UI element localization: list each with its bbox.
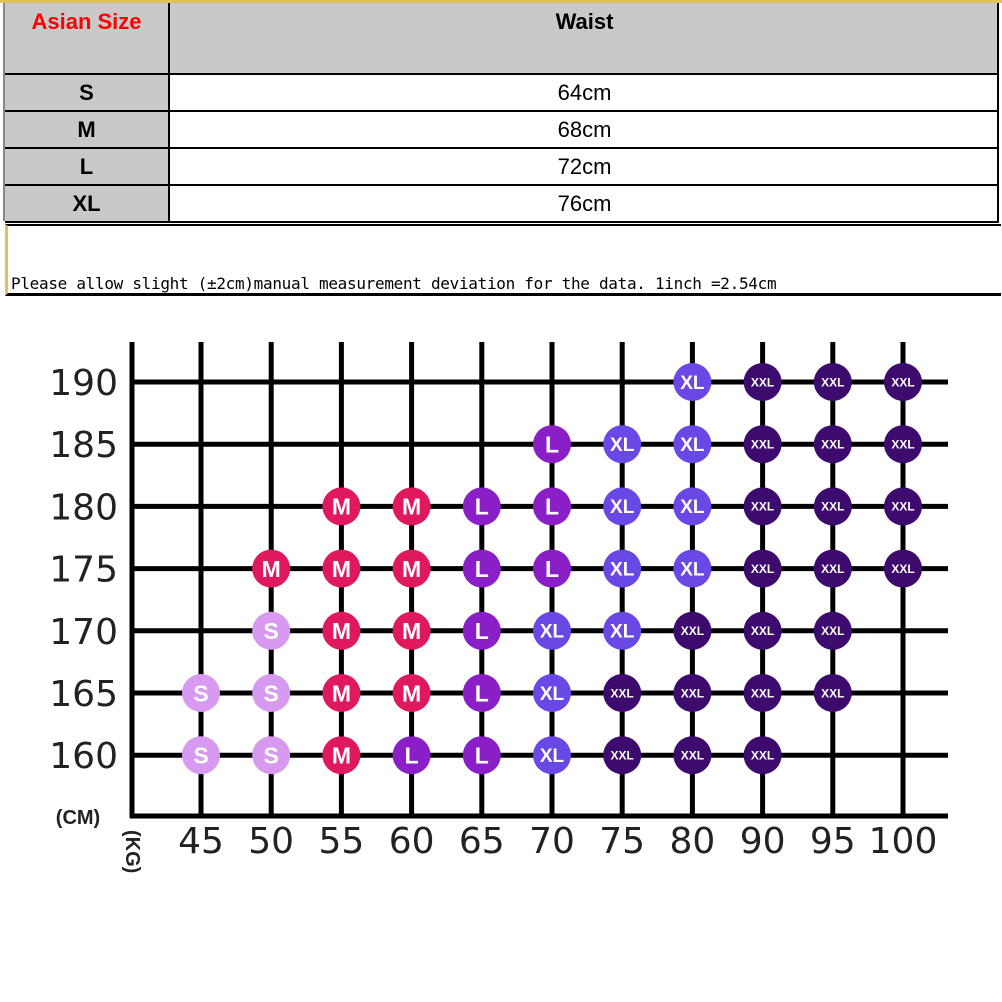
- size-marker-label: S: [193, 680, 209, 707]
- size-marker: [814, 674, 852, 712]
- size-marker: [533, 736, 571, 774]
- size-marker-label: XL: [539, 683, 565, 705]
- size-marker: [603, 425, 641, 463]
- y-tick-label: 180: [49, 487, 118, 529]
- x-unit-label: (KG): [121, 830, 143, 874]
- size-marker-label: L: [474, 493, 489, 520]
- size-marker: [252, 674, 290, 712]
- size-marker-label: XXL: [750, 437, 775, 452]
- x-tick-label: 95: [809, 821, 856, 862]
- size-marker: [744, 674, 782, 712]
- y-tick-label: 160: [49, 736, 118, 778]
- x-tick-label: 75: [599, 821, 646, 862]
- size-marker-label: XXL: [750, 686, 775, 701]
- size-marker: [744, 363, 782, 401]
- size-marker-label: XXL: [750, 561, 775, 576]
- size-chart: [0, 300, 1002, 1000]
- size-marker-label: XL: [680, 372, 705, 394]
- y-unit-label: (CM): [55, 807, 101, 829]
- size-marker: [322, 550, 360, 588]
- x-tick-label: 65: [458, 821, 505, 862]
- size-marker-label: M: [331, 555, 351, 582]
- size-marker: [603, 674, 641, 712]
- y-tick-label: 185: [49, 425, 118, 467]
- size-marker-label: XXL: [680, 624, 705, 639]
- size-marker: [252, 550, 290, 588]
- size-marker-label: XXL: [821, 624, 845, 639]
- size-marker: [463, 674, 501, 712]
- size-marker: [393, 736, 431, 774]
- x-tick-label: 90: [739, 821, 786, 862]
- size-marker-label: XXL: [891, 561, 915, 576]
- size-marker: [533, 487, 571, 525]
- size-cell: M: [5, 112, 170, 149]
- size-marker-label: M: [331, 680, 351, 707]
- size-marker: [603, 736, 641, 774]
- x-tick-label: 60: [388, 821, 435, 862]
- size-marker-label: XL: [610, 497, 635, 519]
- measurement-note: Please allow slight (±2cm)manual measurement deviation for the data. 1inch =2.54cm: [11, 274, 777, 293]
- header-waist: Waist: [555, 9, 614, 34]
- size-marker: [673, 550, 711, 588]
- size-marker: [884, 487, 922, 525]
- size-marker-label: XXL: [680, 686, 705, 701]
- x-tick-label: 70: [529, 821, 575, 862]
- size-marker: [252, 736, 290, 774]
- size-marker: [744, 612, 782, 650]
- size-marker-label: XXL: [821, 499, 845, 514]
- header-asian-size-cell: [5, 3, 170, 75]
- y-tick-label: 175: [49, 549, 118, 591]
- waist-cell: 72cm: [170, 149, 999, 186]
- size-marker: [393, 612, 431, 650]
- size-marker: [744, 550, 782, 588]
- y-tick-label: 190: [49, 363, 118, 404]
- waist-cell: 64cm: [170, 75, 999, 112]
- size-marker: [463, 550, 501, 588]
- size-table: [0, 0, 1002, 300]
- size-marker: [603, 550, 641, 588]
- size-marker: [603, 612, 641, 650]
- size-marker-label: M: [331, 742, 351, 769]
- size-marker-label: S: [263, 618, 279, 645]
- size-marker-label: XXL: [821, 375, 845, 390]
- size-marker-label: L: [474, 555, 489, 582]
- size-cell: XL: [5, 186, 170, 223]
- size-marker: [744, 425, 782, 463]
- size-marker: [884, 550, 922, 588]
- size-marker: [322, 674, 360, 712]
- size-marker-label: XXL: [750, 624, 775, 639]
- size-marker-label: L: [474, 742, 489, 769]
- y-tick-label: 165: [49, 674, 118, 715]
- size-marker-label: XXL: [610, 686, 634, 701]
- header-asian-size: Asian Size: [31, 9, 142, 34]
- size-marker: [322, 612, 360, 650]
- size-marker: [673, 487, 711, 525]
- size-marker: [322, 487, 360, 525]
- size-marker-label: M: [331, 618, 351, 645]
- size-cell: L: [5, 149, 170, 186]
- size-marker: [673, 363, 711, 401]
- size-marker: [393, 487, 431, 525]
- size-marker-label: XXL: [680, 748, 705, 763]
- size-marker-label: M: [402, 555, 422, 582]
- size-marker: [252, 612, 290, 650]
- size-marker-label: XXL: [891, 499, 915, 514]
- x-tick-label: 80: [669, 821, 716, 862]
- size-marker-label: M: [402, 493, 422, 520]
- size-marker: [533, 550, 571, 588]
- right-border: [997, 3, 999, 221]
- size-marker: [182, 736, 220, 774]
- header-waist-cell: [170, 3, 999, 75]
- x-tick-label: 55: [318, 821, 365, 862]
- size-marker-label: XXL: [821, 561, 845, 576]
- y-tick-labels: [49, 363, 118, 777]
- size-marker-label: M: [261, 555, 281, 582]
- waist-cell: 68cm: [170, 112, 999, 149]
- size-marker: [673, 674, 711, 712]
- size-marker: [814, 425, 852, 463]
- x-tick-label: 100: [868, 821, 938, 862]
- size-marker: [322, 736, 360, 774]
- size-marker: [744, 487, 782, 525]
- waist-cell: 76cm: [170, 186, 999, 223]
- size-marker-label: XL: [539, 746, 565, 768]
- size-marker-label: S: [263, 680, 279, 707]
- size-marker-label: XXL: [750, 375, 775, 390]
- size-marker-label: XL: [680, 497, 705, 519]
- size-marker-label: XL: [610, 435, 635, 457]
- size-marker-label: L: [544, 555, 560, 582]
- size-marker-label: L: [544, 431, 560, 458]
- size-marker-label: XXL: [610, 748, 634, 763]
- size-marker: [814, 487, 852, 525]
- size-marker: [603, 487, 641, 525]
- size-marker: [393, 550, 431, 588]
- x-tick-label: 45: [178, 821, 224, 862]
- size-marker: [463, 612, 501, 650]
- y-tick-label: 170: [49, 611, 118, 653]
- size-marker-label: XXL: [891, 437, 915, 452]
- size-marker: [744, 736, 782, 774]
- size-marker: [533, 674, 571, 712]
- size-cell: S: [5, 75, 170, 112]
- size-marker: [533, 425, 571, 463]
- size-marker: [393, 674, 431, 712]
- size-marker-label: L: [404, 742, 419, 769]
- size-marker-label: XL: [680, 435, 705, 457]
- size-marker-label: XL: [539, 621, 565, 643]
- size-marker-label: S: [193, 742, 209, 769]
- size-marker-label: M: [402, 680, 422, 707]
- size-marker: [673, 736, 711, 774]
- size-marker-label: M: [331, 493, 351, 520]
- size-marker-label: L: [474, 680, 489, 707]
- size-marker-label: XXL: [750, 748, 775, 763]
- size-marker: [814, 612, 852, 650]
- x-tick-label: 50: [248, 821, 295, 862]
- size-marker: [814, 363, 852, 401]
- size-marker-label: L: [544, 493, 560, 520]
- note-box: [5, 224, 1001, 296]
- x-tick-labels: [178, 821, 937, 862]
- size-marker: [673, 425, 711, 463]
- size-marker: [884, 425, 922, 463]
- size-marker-label: M: [402, 618, 422, 645]
- size-marker-label: XL: [610, 621, 635, 643]
- size-marker-label: XXL: [821, 686, 845, 701]
- size-marker: [673, 612, 711, 650]
- size-marker: [533, 612, 571, 650]
- size-marker: [463, 487, 501, 525]
- size-marker: [182, 674, 220, 712]
- size-marker-label: XXL: [891, 375, 915, 390]
- size-marker: [814, 550, 852, 588]
- size-marker-label: L: [474, 618, 489, 645]
- size-marker-label: XXL: [821, 437, 845, 452]
- size-marker-label: XXL: [750, 499, 775, 514]
- size-marker: [884, 363, 922, 401]
- size-marker-label: S: [263, 742, 279, 769]
- size-marker: [463, 736, 501, 774]
- size-marker-label: XL: [680, 559, 705, 581]
- size-marker-label: XL: [610, 559, 635, 581]
